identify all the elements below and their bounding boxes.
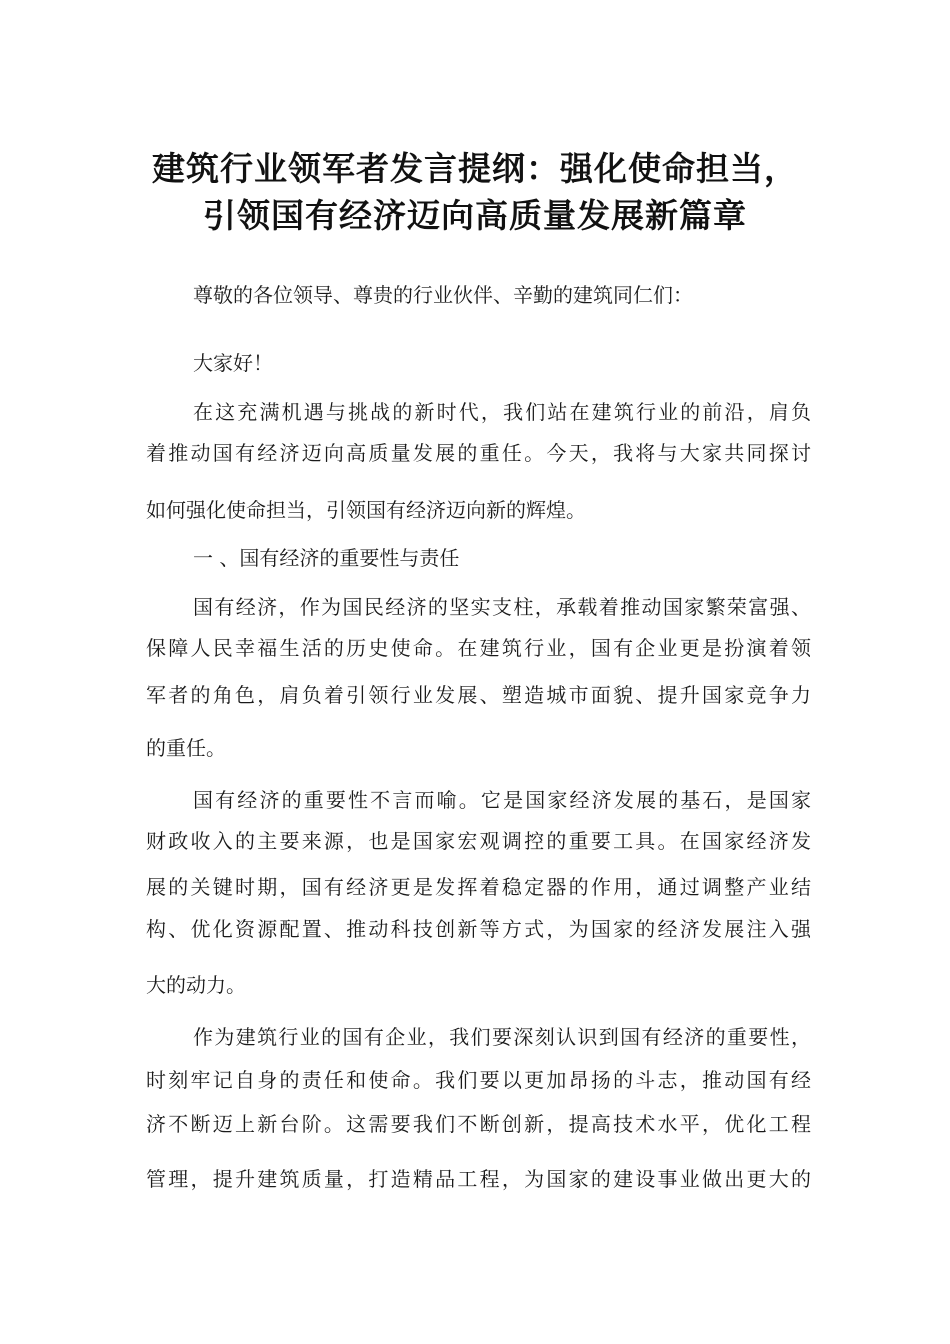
salutation: 尊敬的各位领导、尊贵的行业伙伴、辛勤的建筑同仁们：: [193, 283, 693, 307]
intro-line: 着推动国有经济迈向高质量发展的重任。今天，我将与大家共同探讨: [146, 441, 811, 465]
intro-line: 如何强化使命担当，引领国有经济迈向新的辉煌。: [146, 498, 586, 522]
paragraph-line: 时刻牢记自身的责任和使命。我们要以更加昂扬的斗志，推动国有经: [146, 1068, 811, 1092]
paragraph-line: 大的动力。: [146, 973, 246, 997]
paragraph-line: 的重任。: [146, 736, 226, 760]
paragraph-line: 济不断迈上新台阶。这需要我们不断创新，提高技术水平，优化工程: [146, 1112, 811, 1136]
document-title-line-2: 引领国有经济迈向高质量发展新篇章: [203, 196, 747, 235]
section-heading: 一 、国有经济的重要性与责任: [193, 546, 460, 570]
greeting: 大家好！: [193, 351, 273, 375]
paragraph-line: 保障人民幸福生活的历史使命。在建筑行业，国有企业更是扮演着领: [146, 636, 811, 660]
paragraph-line: 财政收入的主要来源，也是国家宏观调控的重要工具。在国家经济发: [146, 829, 811, 853]
paragraph-line: 军者的角色，肩负着引领行业发展、塑造城市面貌、提升国家竞争力: [146, 683, 811, 707]
paragraph-line: 国有经济，作为国民经济的坚实支柱，承载着推动国家繁荣富强、: [193, 595, 811, 619]
document-title-line-1: 建筑行业领军者发言提纲：强化使命担当，: [152, 149, 798, 188]
paragraph-line: 展的关键时期，国有经济更是发挥着稳定器的作用，通过调整产业结: [146, 875, 811, 899]
paragraph-line: 作为建筑行业的国有企业，我们要深刻认识到国有经济的重要性，: [193, 1025, 811, 1049]
paragraph-line: 管理，提升建筑质量，打造精品工程，为国家的建设事业做出更大的: [146, 1167, 811, 1191]
paragraph-line: 构、优化资源配置、推动科技创新等方式，为国家的经济发展注入强: [146, 917, 811, 941]
intro-line: 在这充满机遇与挑战的新时代，我们站在建筑行业的前沿，肩负: [193, 400, 811, 424]
paragraph-line: 国有经济的重要性不言而喻。它是国家经济发展的基石，是国家: [193, 788, 811, 812]
